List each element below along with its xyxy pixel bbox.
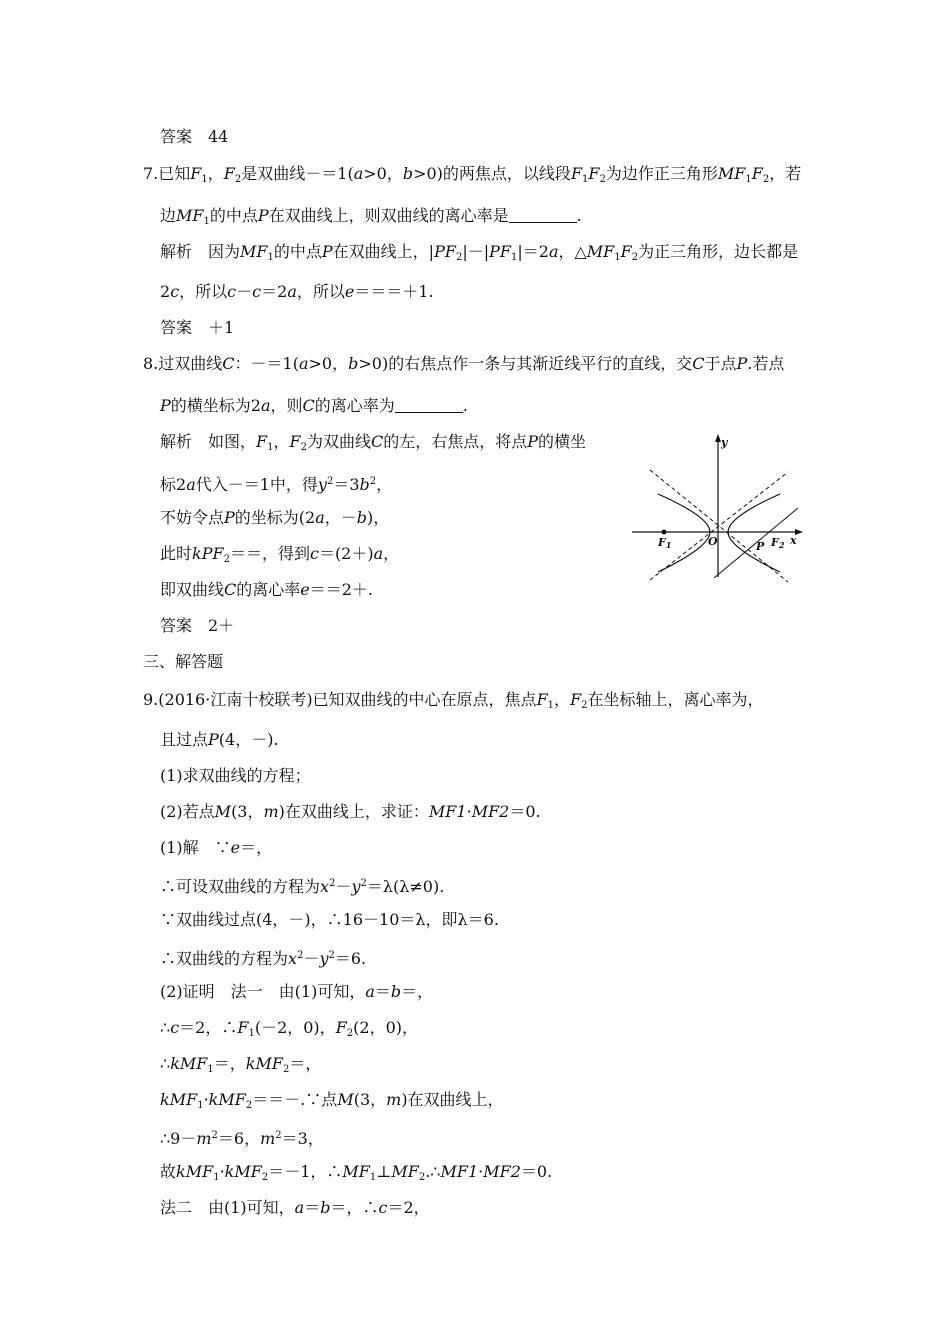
problem-9-part-1: (1)求双曲线的方程； (160, 766, 311, 785)
asymptote-2 (650, 472, 788, 580)
problem-7-line-1: 7.已知$F_1$，$F_2$是双曲线－＝1(a>0，b>0)的两焦点，以线段$F_1F_2$为边作正三角形$MF_1F_2$，若 (143, 164, 802, 185)
solution-8-line-3: 不妨令点P的坐标为(2a，－b)， (160, 508, 390, 527)
answer-8: 答案 2＋ (160, 616, 235, 635)
problem-7-line-2: 边$MF_1$的中点P在双曲线上，则双曲线的离心率是 . (160, 206, 582, 227)
solution-7-line-2: 2c，所以c－c＝2a，所以e＝＝＝＋1. (160, 282, 434, 301)
label-f2: F2 (771, 536, 785, 550)
hyperbola-figure (628, 432, 810, 582)
problem-9-line-1: 9.(2016·江南十校联考)已知双曲线的中心在原点，焦点$F_1$，$F_2$在坐标轴上，离心率为， (143, 690, 764, 711)
solution-9-line-8: kMF$_1$·kMF$_2$＝＝－.∵点M(3，m)在双曲线上， (160, 1090, 504, 1111)
solution-9-line-9: $\therefore 9-m^2=6$，$m^2=3$， (160, 1129, 324, 1148)
label-p: P (756, 540, 765, 553)
problem-8-line-1: 8.过双曲线C：－＝1(a>0，b>0)的右焦点作一条与其渐近线平行的直线，交C于点P.若点 (143, 354, 785, 373)
solution-9-line-3: ∵双曲线过点(4，－)，∴16－10＝λ，即λ＝6. (160, 910, 499, 929)
label-f1: F1 (658, 536, 672, 550)
solution-9-line-5: (2)证明 法一 由(1)可知，a＝b＝， (160, 982, 434, 1001)
problem-9-line-2: 且过点P(4，－). (160, 730, 279, 749)
label-x: x (790, 534, 797, 547)
solution-9-line-1: (1)解 ∵e＝， (160, 838, 273, 857)
solution-7-line-1: 解析 因为$MF_1$的中点P在双曲线上，$|PF_2|-|PF_1|=2a$，$\triangle MF_1F_2$为正三角形，边长都是 (160, 242, 799, 263)
solution-9-line-7: ∴kMF$_1$＝，kMF$_2$＝， (160, 1054, 322, 1075)
solution-8-line-4: 此时kPF$_2$＝＝，得到c＝(2＋)a， (160, 544, 400, 565)
solution-8-line-2: 标2a代入－＝1中，得$y^2=3b^2$， (160, 475, 393, 494)
label-origin: O (708, 535, 718, 548)
solution-9-line-6: ∴c＝2，$\therefore F_1(-2$，0)，$F_2(2$，0)， (160, 1018, 419, 1039)
answer-6: 答案 44 (160, 127, 229, 146)
problem-9-part-2: (2)若点M(3，m)在双曲线上，求证：MF1·MF2＝0. (160, 802, 541, 821)
solution-9-line-2: ∴可设双曲线的方程为$x^2-y^2=\lambda(\lambda\ne 0)$. (160, 877, 445, 896)
solution-9-line-11: 法二 由(1)可知，a＝b＝，∴c＝2， (160, 1198, 430, 1217)
solution-9-line-4: ∴双曲线的方程为$x^2-y^2=6$. (160, 949, 367, 968)
answer-7: 答案 ＋1 (160, 318, 235, 337)
solution-9-line-10: 故kMF$_1$·kMF$_2$＝－1，$\therefore MF_1\perp MF_2.\therefore MF1\cdot MF2=0$. (160, 1162, 553, 1183)
section-heading: 三、解答题 (143, 652, 224, 671)
solution-8-line-1: 解析 如图，$F_1$，$F_2$为双曲线C的左，右焦点，将点P的横坐 (160, 432, 587, 453)
problem-8-line-2: P的横坐标为2a，则C的离心率为 . (160, 396, 468, 415)
solution-8-line-5: 即双曲线C的离心率e＝＝2＋. (160, 580, 374, 599)
f1-point (662, 530, 667, 535)
label-y: y (721, 436, 728, 449)
